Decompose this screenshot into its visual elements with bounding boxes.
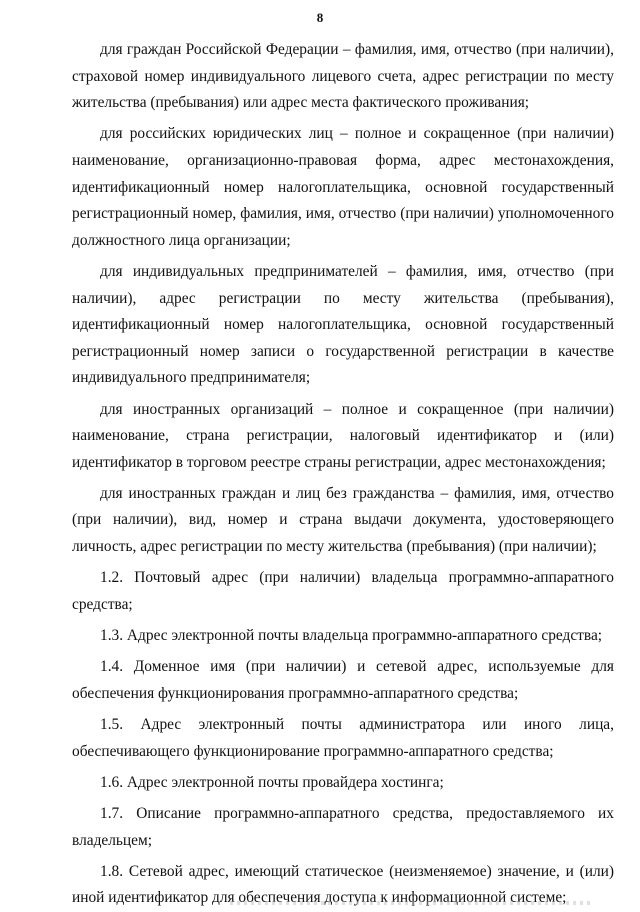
paragraph-russian-legal-entities: для российских юридических лиц – полное и сокращенное (при наличии) наименование, организационно-правовая форма, адрес местонахождения, идентификационный номер налогоплательщика, основной государственный регистрационный номер, фамилия, имя, отчество (при наличии) уполномоченного должностного лица организации;	[72, 125, 614, 249]
page-number: 8	[316, 10, 324, 25]
paragraph-foreign-citizens: для иностранных граждан и лиц без гражданства – фамилия, имя, отчество (при наличии), вид, номер и страна выдачи документа, удостоверяющего личность, адрес регистрации по месту жительства (пребывания) (при наличии);	[72, 484, 614, 556]
paragraph-1-4-domain-name: 1.4. Доменное имя (при наличии) и сетевой адрес, используемые для обеспечения функционирования программно-аппаратного средства;	[72, 658, 614, 702]
paragraph-1-5-admin-email: 1.5. Адрес электронный почты администратора или иного лица, обеспечивающего функционирование программно-аппаратного средства;	[72, 716, 614, 760]
document-body	[72, 37, 614, 912]
paragraph-1-6-hosting-email: 1.6. Адрес электронной почты провайдера хостинга;	[100, 773, 444, 791]
paragraph-1-2-postal-address: 1.2. Почтовый адрес (при наличии) владельца программно-аппаратного средства;	[72, 569, 614, 613]
paragraph-individual-entrepreneurs: для индивидуальных предпринимателей – фамилия, имя, отчество (при наличии), адрес регистрации по месту жительства (пребывания), идентификационный номер налогоплательщика, основной государственный регистрационный номер записи о государственной регистрации в качестве индивидуального предпринимателя;	[72, 262, 614, 387]
paragraph-foreign-organizations: для иностранных организаций – полное и сокращенное (при наличии) наименование, страна регистрации, налоговый идентификатор и (или) идентификатор в торговом реестре страны регистрации, адрес местонахождения;	[72, 400, 614, 471]
paragraph-1-7-description: 1.7. Описание программно-аппаратного средства, предоставляемого их владельцем;	[72, 804, 614, 849]
paragraph-1-3-owner-email: 1.3. Адрес электронной почты владельца программно-аппаратного средства;	[100, 627, 603, 645]
scan-artifact	[230, 901, 590, 905]
paragraph-citizens-rf: для граждан Российской Федерации – фамилия, имя, отчество (при наличии), страховой номер индивидуального лицевого счета, адрес регистрации по месту жительства (пребывания) или адрес места фактического проживания;	[72, 41, 614, 112]
paragraph-1-8-network-address: 1.8. Сетевой адрес, имеющий статическое (неизменяемое) значение, и (или) иной идентификатор для обеспечения доступа к информационной системе;	[72, 862, 614, 907]
